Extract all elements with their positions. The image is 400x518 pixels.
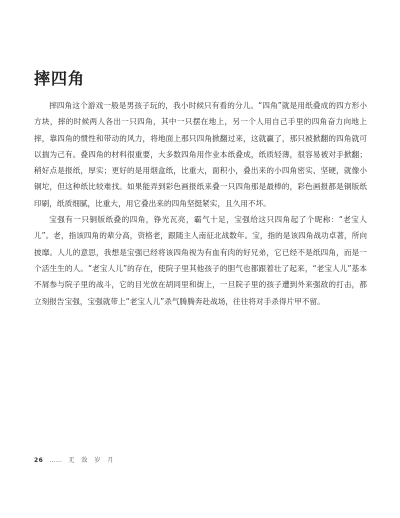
page-title: 摔四角 — [34, 69, 86, 88]
page-number: 26 — [34, 457, 44, 464]
paragraph-1: 摔四角这个游戏一般是男孩子玩的，我小时候只有看的分儿。“四角”就是用纸叠成的四方形小方块，摔的时候两人各出一只四角，其中一只摆在地上，另一个人用自己手里的四角奋力向地上摔，靠四角的惯性和带动的风力，将地面上那只四角掀翻过来，这就赢了，那只被掀翻的四角就可以揣为己有。叠四角的材料很重要，大多数四角用作业本纸叠成，纸质轻薄，很容易被对手掀翻；稍好点是报纸，厚实；更好的是用烟盒纸，比重大，面积小，叠出来的小四角密实、坚硬，就像小铜坨，但这种纸比较难找。如果能弄到彩色画报纸来叠一只四角那是最棒的，彩色画报都是铜版纸印刷，纸质细腻，比重大，用它叠出来的四角坚挺紧实，且久用不坏。 — [34, 101, 367, 208]
paragraph-2: 宝强有一只铜版纸叠的四角，铮光瓦亮，霸气十足，宝强给这只四角起了个昵称：“老宝人儿”。老，指该四角的辈分高，资格老，跟随主人南征北战数年。宝，指的是该四角战功卓著，所向披靡。人儿的意思，我想是宝强已经将该四角视为有血有肉的好兄弟，它已经不是纸四角，而是一个活生生的人。“老宝人儿”的存在，使院子里其他孩子的胆气也都跟着壮了起来，“老宝人儿”基本不屑参与院子里的战斗，它的目光放在胡同里和街上，一旦院子里的孩子遭到外来强敌的打击，都立刻报告宝强，宝强就带上“老宝人儿”杀气腾腾奔赴战场，往往将对手杀得片甲不留。 — [34, 215, 367, 306]
folio-dots: …… — [49, 457, 63, 464]
running-title: 无 敌 岁 月 — [68, 457, 114, 464]
page-footer — [34, 455, 114, 464]
body-text — [34, 98, 367, 310]
